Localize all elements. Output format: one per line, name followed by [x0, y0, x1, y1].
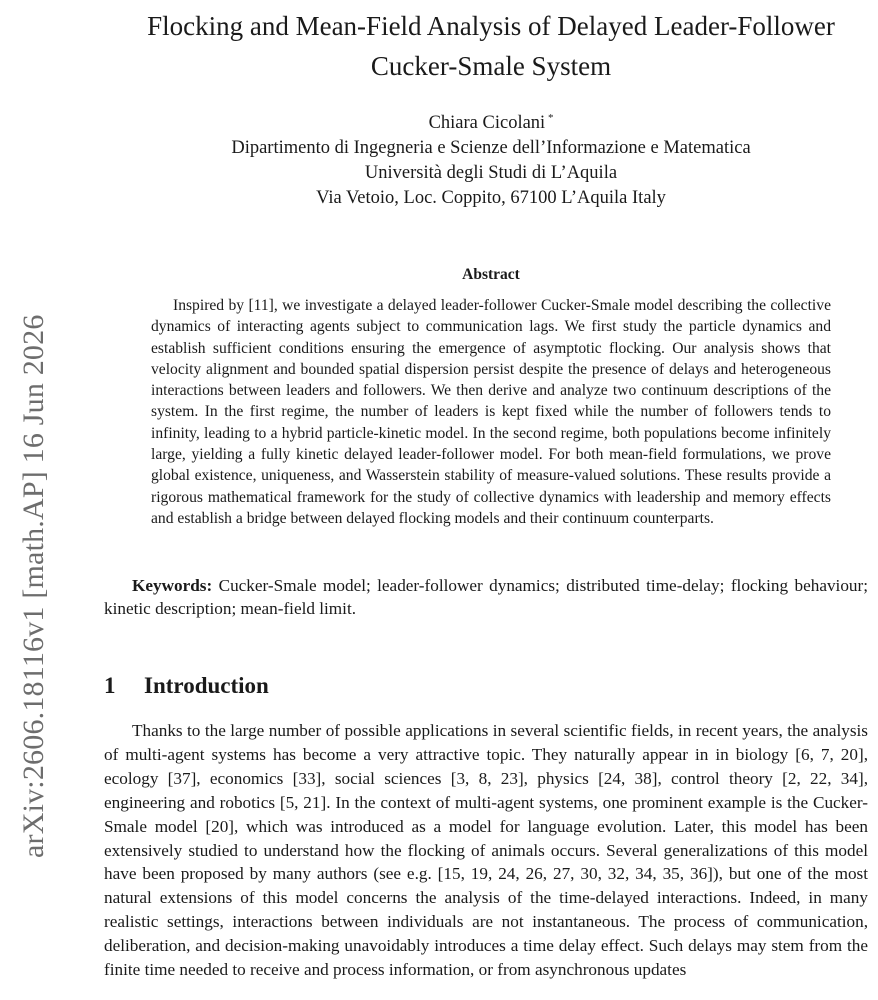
author-name: Chiara Cicolani *	[428, 112, 554, 134]
abstract-text: Inspired by [11], we investigate a delayed leader-follower Cucker-Smale model describing the collective dynamics of interacting agents subject to communication lags. We first study the particle dynamics and establish sufficient conditions ensuring the emergence of asymptotic flocking. Our analysis shows that velocity alignment and bounded spatial dispersion persist despite the presence of delays and heterogeneous interactions between leaders and followers. We then derive and analyze two continuum descriptions of the system. In the first regime, the number of leaders is kept fixed while the number of followers tends to infinity, leading to a hybrid particle-kinetic model. In the second regime, both populations become infinitely large, yielding a fully kinetic delayed leader-follower model. For both mean-field formulations, we prove global existence, uniqueness, and Wasserstein stability of measure-valued solutions. These results provide a rigorous mathematical framework for the study of collective dynamics with leadership and memory effects and establish a bridge between delayed flocking models and their continuum counterparts.	[151, 297, 831, 527]
author-block	[104, 106, 878, 211]
introduction-paragraph: Thanks to the large number of possible applications in several scientific fields, in recent years, the analysis of multi-agent systems has become a very attractive topic. They naturally appear in in biology [6, 7, 20], ecology [37], economics [33], social sciences [3, 8, 23], physics [24, 38], control theory [2, 22, 34], engineering and robotics [5, 21]. In the context of multi-agent systems, one prominent example is the Cucker-Smale model [20], which was introduced as a model for language evolution. Later, this model has been extensively studied to understand how the flocking of animals occurs. Several generalizations of this model have been proposed by many authors (see e.g. [15, 19, 24, 26, 27, 30, 32, 34, 35, 36]), but one of the most natural extensions of this model concerns the analysis of the time-delayed interactions. Indeed, in many realistic settings, interactions between individuals are not instantaneous. The process of communication, deliberation, and decision-making unavoidably introduces a time delay effect. Such delays may stem from the finite time needed to receive and process information, or from asynchronous updates	[104, 721, 868, 980]
section-title: Introduction	[144, 673, 269, 698]
keywords-label: Keywords:	[132, 576, 213, 595]
arxiv-identifier: arXiv:2606.18116v1 [math.AP] 16 Jun 2026	[17, 314, 50, 858]
keywords	[104, 574, 868, 620]
keywords-text: Cucker-Smale model; leader-follower dynamics; distributed time-delay; flocking behaviour; kinetic description; mean-field limit.	[104, 576, 869, 618]
section-heading	[104, 670, 269, 702]
paper-title: Flocking and Mean-Field Analysis of Delayed Leader-Follower Cucker-Smale System	[147, 11, 835, 81]
affiliation-line-1: Dipartimento di Ingegneria e Scienze dell’Informazione e Matematica	[231, 138, 751, 159]
affiliation-line-2: Università degli Studi di L’Aquila	[364, 163, 618, 184]
section-number: 1	[104, 673, 116, 698]
abstract-heading: Abstract	[462, 266, 520, 283]
affiliation-line-3: Via Vetoio, Loc. Coppito, 67100 L’Aquila Italy	[316, 188, 666, 209]
